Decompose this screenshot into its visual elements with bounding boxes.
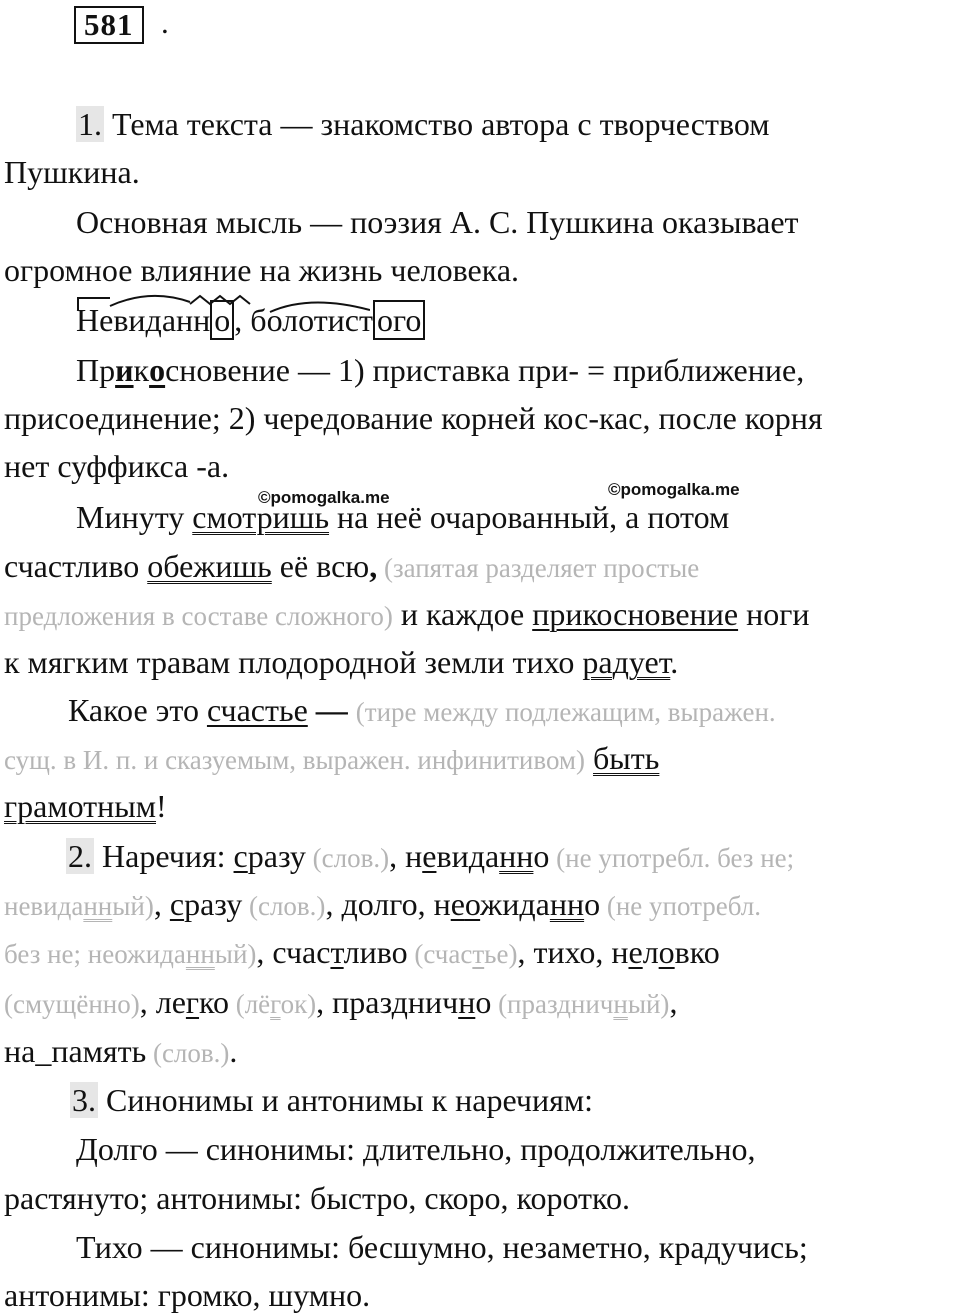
idea-line-2: огромное влияние на жизнь человека. [4,252,520,288]
exercise-number-dot: . [161,5,169,40]
idea-line-1: Основная мысль — поэзия А. С. Пушкина оказывает [76,204,799,240]
comment-text: (слов.) [305,843,390,873]
comment-text: (не употребл. [600,891,762,921]
sentence-line-7 [4,786,167,826]
sentence-line-2 [4,546,699,586]
adv-text: жида [480,886,550,922]
adv-text: о [584,886,601,922]
word-bolotistogo [250,300,425,340]
adv-mark-nn: нн [499,838,534,874]
word-nevidanno [76,300,234,340]
adv-text: разу [247,838,306,874]
comment-text: (слов.) [242,891,326,921]
adv-mark: с [169,886,185,922]
comment-text: ок) [280,989,317,1019]
word-nevidanno-stem: Невиданн [76,302,211,338]
synonyms-title-line [70,1080,593,1120]
sentence-line-1 [76,497,729,537]
adv-text: , празднич [316,984,459,1020]
prikosnovenie-line-1 [76,350,804,390]
comment-mark: г [270,989,281,1019]
comment-text: (слов.) [146,1038,230,1068]
comment-mark: т [472,939,485,969]
sent-text: к мягким травам плодородной земли тихо [4,644,583,680]
adv-text: , н [389,838,423,874]
prik-part-e: сновение — 1) приставка при- = приближение, [165,352,805,388]
item-number-3: 3. [72,1082,96,1118]
comment-text: невида [4,891,84,921]
adv-mark: е [628,934,643,970]
adv-mark: н [458,984,476,1020]
adv-text: о [475,984,492,1020]
item-number-2: 2. [68,838,92,874]
comment-mark: н [613,989,628,1019]
watermark-1: ©pomogalka.me [258,488,390,507]
sent-text: её всю [271,548,370,584]
theme-line-2: Пушкина. [4,154,140,190]
predicate-obezhish: обежишь [147,548,272,584]
adv-text: вко [674,934,720,970]
adv-text: , [669,984,678,1020]
adverbs-line-5 [4,1031,237,1071]
adv-text: , тихо, н [517,934,629,970]
comment-text: ый) [627,989,670,1019]
adv-text: л [642,934,659,970]
adv-text: вида [436,838,500,874]
sentence-line-4 [4,642,678,682]
sentence-line-3 [4,594,809,634]
comment-text: (тире между подлежащим, выражен. [355,697,776,727]
sent-text: Минуту [76,499,193,535]
comment-text: предложения в составе сложного) [4,601,393,631]
adverbs-line-4 [4,982,677,1022]
comment-text: сущ. в И. п. и сказуемым, выражен. инфинитивом) [4,745,586,775]
theme-text: Тема текста — знакомство автора с творчеством [104,106,770,142]
synonyms-title: Синонимы и антонимы к наречиям: [98,1082,593,1118]
sent-text: Какое это [68,692,207,728]
comment-text: ье) [484,939,518,969]
comment-text: (счас [407,939,473,969]
theme-line-1 [76,104,769,144]
sent-text: . [670,644,679,680]
adv-mark: е [450,886,465,922]
adverbs-line-1 [66,836,794,876]
adv-text: , [153,886,170,922]
prik-part-c: к [133,352,150,388]
sent-text: счастливо [4,548,148,584]
exercise-number: 581 [74,6,144,44]
comment-text: (запятая разделяет простые [377,553,700,583]
prikosnovenie-line-3: нет суффикса -а. [4,448,230,484]
word-nevidanno-ending: о [210,300,234,340]
adv-text: Наречия: [94,838,234,874]
adv-text: на_память [4,1033,147,1069]
sent-text: ноги [738,596,810,632]
adv-text: ливо [343,934,408,970]
comment-text: (празднич [491,989,614,1019]
predicate-raduet: радует [582,644,671,680]
adv-text: , счас [256,934,331,970]
adv-mark-nn: нн [549,886,585,922]
sent-text: ! [156,788,167,824]
comma-bold: , [369,548,378,584]
adv-mark: с [233,838,248,874]
prikosnovenie-line-2: присоединение; 2) чередование корней кос-кас, после корня [4,400,823,436]
comma: , [234,302,251,338]
predicate-gramotnym: грамотным [4,788,157,824]
comment-text: (смущённо) [4,989,140,1019]
sent-text: и каждое [392,596,533,632]
adv-mark: е [422,838,437,874]
sentence-line-6 [4,738,659,778]
tikho-line-1: Тихо — синонимы: бесшумно, незаметно, крадучись; [76,1229,808,1265]
prik-vowel-i: и [115,352,134,388]
prik-part-a: Пр [76,352,116,388]
adv-mark: о [464,886,481,922]
sent-text [585,740,593,776]
adv-text: , ле [139,984,186,1020]
adv-mark: о [658,934,675,970]
comment-text: (лё [228,989,271,1019]
adverbs-line-3 [4,932,720,972]
adv-mark: т [330,934,344,970]
adv-text: ко [199,984,229,1020]
sent-text: на неё очарованный, а потом [329,499,730,535]
dolgo-line-1: Долго — синонимы: длительно, продолжительно, [76,1131,756,1167]
morpheme-line [76,300,425,340]
subject-schastye: счастье [206,692,308,728]
comment-text: ый) [214,939,257,969]
comment-text: без не; неожида [4,939,186,969]
adv-text: о [533,838,550,874]
word-bolotistogo-ending: ого [373,300,425,340]
adverbs-line-2 [4,884,761,924]
dash-bold: — [307,692,356,728]
comment-mark-nn: нн [185,939,215,969]
dolgo-line-2: растянуто; антонимы: быстро, скоро, коротко. [4,1180,630,1216]
watermark-2: ©pomogalka.me [608,480,740,499]
comment-text: (не употребл. без не; [549,843,795,873]
tikho-line-2: антонимы: громко, шумно. [4,1277,371,1313]
prik-vowel-o: о [149,352,166,388]
adv-mark: г [185,984,200,1020]
predicate-byt: быть [593,740,660,776]
comment-text: ый) [112,891,154,921]
predicate-smotrish: смотришь [192,499,330,535]
adv-text: . [229,1033,238,1069]
sentence-line-5 [68,690,776,730]
comment-mark-nn: нн [83,891,113,921]
word-bolotistogo-stem: болотист [250,302,373,338]
item-number-1: 1. [78,106,102,142]
subject-prikosnovenie: прикосновение [532,596,739,632]
adv-text: , долго, н [325,886,451,922]
adv-text: разу [184,886,243,922]
